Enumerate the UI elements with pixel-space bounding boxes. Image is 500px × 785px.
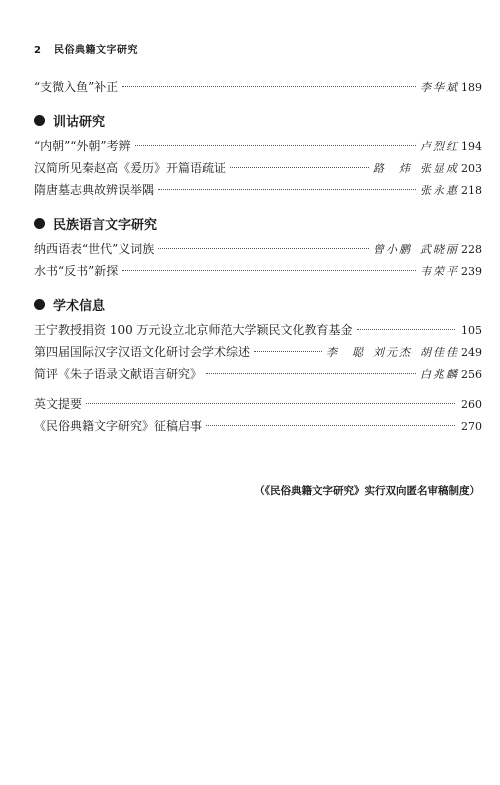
entry-author: 张显成 [420, 162, 459, 175]
dot-leader [230, 167, 369, 168]
entry-page: 249 [461, 346, 482, 359]
entry-page: 203 [461, 162, 482, 175]
spacer [34, 385, 482, 393]
entry-title: “内朝”“外朝”考辨 [34, 139, 131, 153]
entry-page: 228 [461, 243, 482, 256]
entry-author: 武晓丽 [420, 243, 459, 256]
entry-author: 韦荣平 [420, 265, 459, 278]
dot-leader [357, 329, 455, 330]
bullet-icon [34, 299, 45, 310]
dot-leader [122, 270, 416, 271]
entry-title: 第四届国际汉字汉语文化研讨会学术综述 [34, 345, 251, 359]
entry-page: 239 [461, 265, 482, 278]
entry-page: 260 [461, 398, 482, 411]
section-title: 民族语言文字研究 [53, 217, 158, 233]
entry-title: 汉简所见秦赵高《爰历》开篇语疏证 [34, 161, 227, 175]
journal-title: 民俗典籍文字研究 [53, 45, 138, 56]
entry-page: 218 [461, 184, 482, 197]
toc-entry[interactable] [34, 363, 482, 385]
bullet-icon [34, 115, 45, 126]
entry-page: 270 [461, 420, 482, 433]
entry-author: 卢烈红 [420, 140, 459, 153]
entry-title: 王宁教授捐资 100 万元设立北京师范大学颖民文化教育基金 [34, 323, 353, 337]
entry-author: 路 炜 [373, 162, 412, 175]
section-heading [34, 210, 482, 236]
entry-title: “支微入鱼”补正 [34, 80, 119, 94]
entry-page: 189 [461, 81, 482, 94]
entry-page: 105 [461, 324, 482, 337]
entry-author: 李 聪 [326, 346, 365, 359]
toc-entry[interactable] [34, 341, 482, 363]
dot-leader [86, 403, 455, 404]
section-title: 训诂研究 [53, 114, 106, 130]
entry-title: 英文提要 [34, 397, 83, 411]
toc-entry[interactable] [34, 319, 482, 341]
section-title: 学术信息 [53, 298, 106, 314]
section-heading [34, 291, 482, 317]
entry-page: 194 [461, 140, 482, 153]
dot-leader [158, 189, 416, 190]
entry-title: 隋唐墓志典故辨误举隅 [34, 183, 155, 197]
toc-entry[interactable] [34, 260, 482, 282]
entry-author: 白兆麟 [420, 368, 459, 381]
entry-page: 256 [461, 368, 482, 381]
entry-author: 胡佳佳 [420, 346, 459, 359]
entry-author: 曾小鹏 [373, 243, 412, 256]
dot-leader [135, 145, 416, 146]
bullet-icon [34, 218, 45, 229]
entry-title: 《民俗典籍文字研究》征稿启事 [34, 419, 203, 433]
entry-author: 李华斌 [420, 81, 459, 94]
entry-title: 纳西语表“世代”义词族 [34, 242, 155, 256]
page-number: 2 [34, 45, 42, 56]
toc-entry[interactable] [34, 179, 482, 201]
toc-entry[interactable] [34, 135, 482, 157]
running-header [34, 41, 138, 56]
table-of-contents [34, 76, 482, 437]
entry-author: 刘元杰 [373, 346, 412, 359]
dot-leader [206, 373, 416, 374]
entry-author: 张永惠 [420, 184, 459, 197]
toc-entry[interactable] [34, 415, 482, 437]
entry-title: 水书“反书”新探 [34, 264, 119, 278]
toc-entry[interactable] [34, 238, 482, 260]
section-heading [34, 107, 482, 133]
toc-entry[interactable] [34, 76, 482, 98]
dot-leader [254, 351, 322, 352]
review-policy-note: （《民俗典籍文字研究》实行双向匿名审稿制度） [254, 485, 480, 497]
dot-leader [206, 425, 455, 426]
toc-entry[interactable] [34, 393, 482, 415]
entry-title: 简评《朱子语录文献语言研究》 [34, 367, 203, 381]
toc-entry[interactable] [34, 157, 482, 179]
dot-leader [122, 86, 416, 87]
dot-leader [158, 248, 369, 249]
